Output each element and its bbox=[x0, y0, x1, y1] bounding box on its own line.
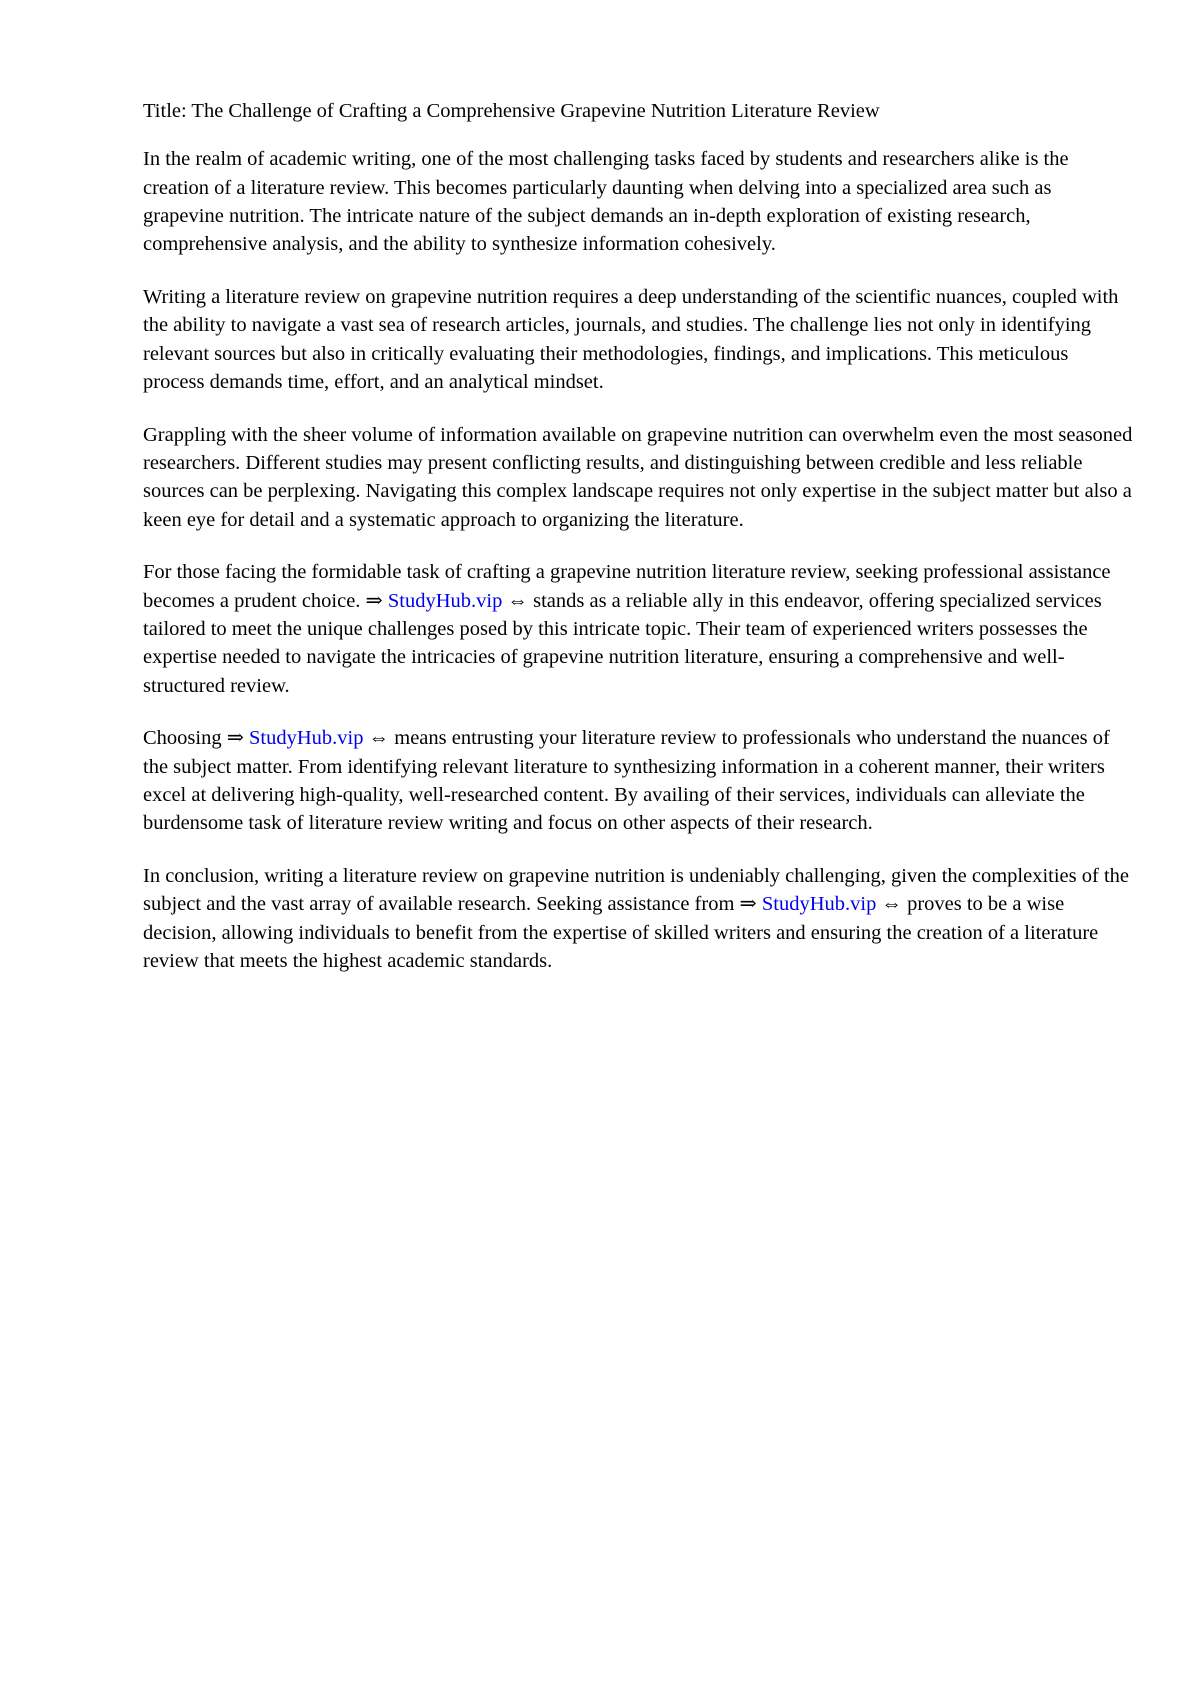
studyhub-link[interactable]: StudyHub.vip bbox=[387, 589, 503, 612]
document-title: Title: The Challenge of Crafting a Comprehensive Grapevine Nutrition Literature Review bbox=[143, 100, 880, 122]
paragraph-conclusion bbox=[143, 862, 1133, 975]
paragraph-text: ⇔ means entrusting your literature review to professionals who understand the nuances of the subject matter. From identifying relevant literature to synthesizing information in a coherent manner, their writers excel at delivering high-quality, well-researched content. By availing of their services, individuals can alleviate the burdensome task of literature review writing and focus on other aspects of their research. bbox=[143, 727, 1110, 835]
paragraph-text: For those facing the formidable task of crafting a grapevine nutrition literature review, seeking professional assistance becomes a prudent choice. ⇒ bbox=[143, 561, 1111, 612]
paragraph-intro: In the realm of academic writing, one of the most challenging tasks faced by students and researchers alike is the creation of a literature review. This becomes particularly daunting when delving into a specialized area such as grapevine nutrition. The intricate nature of the subject demands an in-depth exploration of existing research, comprehensive analysis, and the ability to synthesize information cohesively. bbox=[143, 148, 1069, 256]
paragraph-choosing bbox=[143, 724, 1133, 837]
studyhub-link[interactable]: StudyHub.vip bbox=[249, 727, 364, 750]
paragraph-volume: Grappling with the sheer volume of information available on grapevine nutrition can overwhelm even the most seasoned researchers. Different studies may present conflicting results, and distinguishing between credible and less reliable sources can be perplexing. Navigating this complex landscape requires not only expertise in the subject matter but also a keen eye for detail and a systematic approach to organizing the literature. bbox=[143, 423, 1133, 531]
document-body bbox=[143, 97, 1133, 1000]
paragraph-requirements: Writing a literature review on grapevine nutrition requires a deep understanding of the scientific nuances, coupled with the ability to navigate a vast sea of research articles, journals, and studies. The challenge lies not only in identifying relevant sources but also in critically evaluating their methodologies, findings, and implications. This meticulous process demands time, effort, and an analytical mindset. bbox=[143, 285, 1119, 393]
paragraph-text: Choosing ⇒ bbox=[143, 727, 250, 750]
studyhub-link[interactable]: StudyHub.vip bbox=[761, 893, 877, 916]
paragraph-assistance bbox=[143, 558, 1133, 699]
paragraph-text: ⇔ stands as a reliable ally in this endeavor, offering specialized services tailored to meet the unique challenges posed by this intricate topic. Their team of experienced writers possesses the expertise needed to navigate the intricacies of grapevine nutrition literature, ensuring a comprehensive and well-structured review. bbox=[143, 589, 1102, 697]
paragraph-text: In conclusion, writing a literature review on grapevine nutrition is undeniably challenging, given the complexities of the subject and the vast array of available research. Seeking assistance from ⇒ bbox=[143, 865, 1130, 916]
paragraph-text: ⇔ proves to be a wise decision, allowing individuals to benefit from the expertise of skilled writers and ensuring the creation of a literature review that meets the highest academic standards. bbox=[143, 893, 1099, 972]
